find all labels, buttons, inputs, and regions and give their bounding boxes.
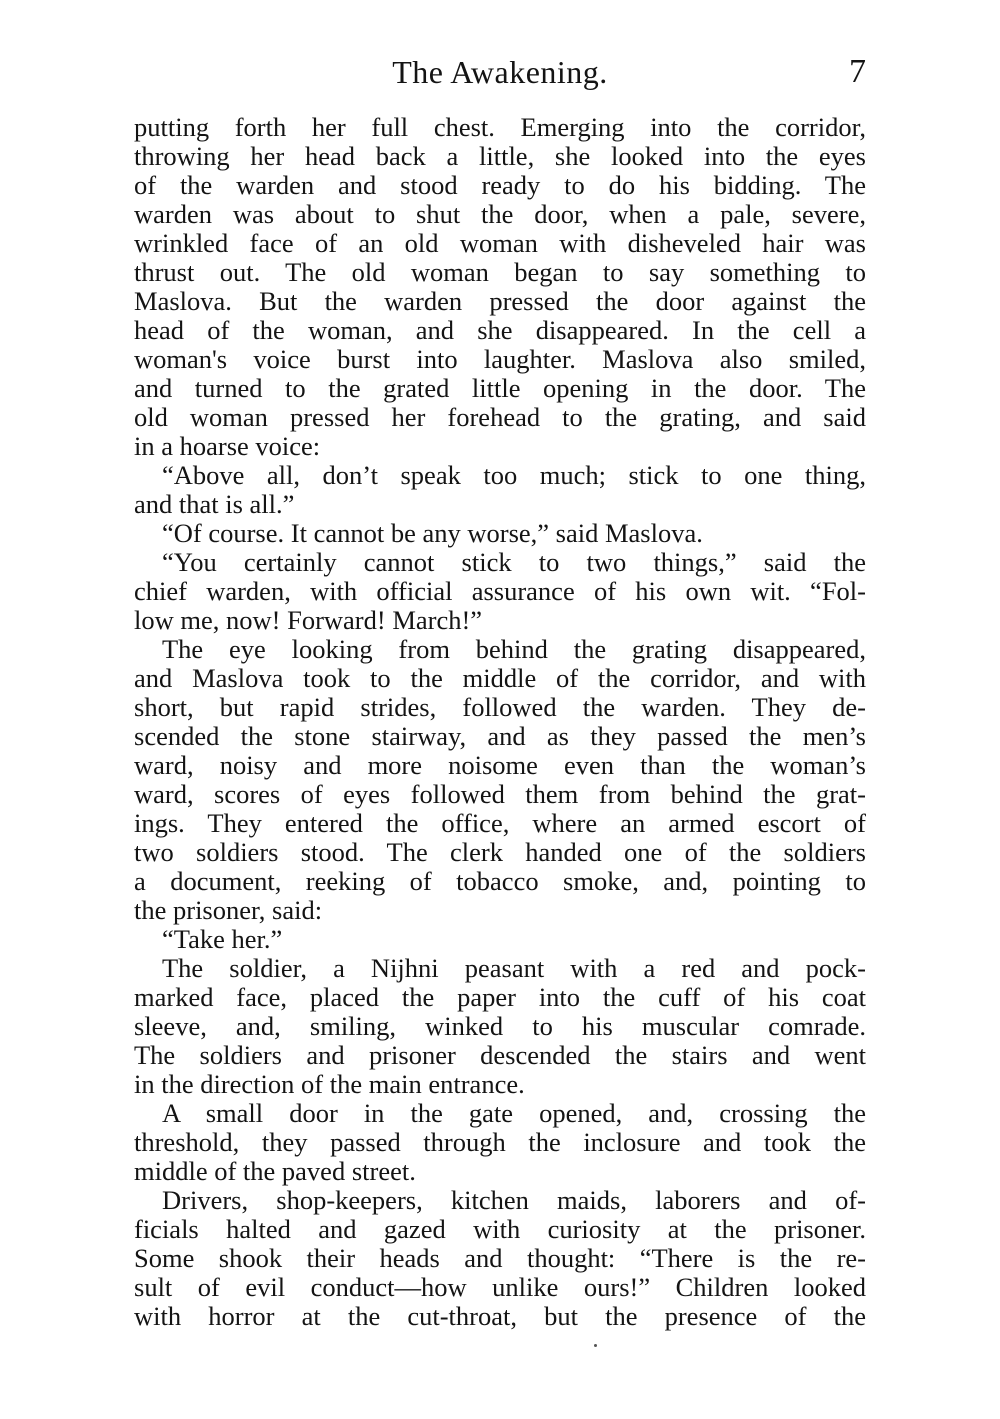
text-line: “Above all, don’t speak too much; stick to one thing, [162, 461, 866, 490]
text-line: thrust out. The old woman began to say something to [134, 258, 866, 287]
text-line: old woman pressed her forehead to the grating, and said [134, 403, 866, 432]
text-line: “You certainly cannot stick to two things,” said the [162, 548, 866, 577]
text-line: and turned to the grated little opening in the door. The [134, 374, 866, 403]
text-line: ficials halted and gazed with curiosity at the prisoner. [134, 1215, 866, 1244]
text-line: “Take her.” [162, 925, 283, 954]
text-line: in a hoarse voice: [134, 432, 321, 461]
text-line: of the warden and stood ready to do his bidding. The [134, 171, 866, 200]
text-line: The eye looking from behind the grating disappeared, [162, 635, 866, 664]
text-line: throwing her head back a little, she looked into the eyes [134, 142, 866, 171]
text-line: putting forth her full chest. Emerging into the corridor, [134, 113, 866, 142]
text-line: ward, scores of eyes followed them from behind the grat- [134, 780, 866, 809]
text-line: The soldiers and prisoner descended the stairs and went [134, 1041, 866, 1070]
text-line: in the direction of the main entrance. [134, 1070, 525, 1099]
running-title: The Awakening. [392, 54, 608, 90]
text-line: threshold, they passed through the inclosure and took the [134, 1128, 866, 1157]
text-line: and that is all.” [134, 490, 295, 519]
text-line: A small door in the gate opened, and, crossing the [162, 1099, 866, 1128]
text-line: short, but rapid strides, followed the warden. They de- [134, 693, 866, 722]
text-line: a document, reeking of tobacco smoke, and, pointing to [134, 867, 866, 896]
running-header [134, 50, 866, 94]
text-line: two soldiers stood. The clerk handed one of the soldiers [134, 838, 866, 867]
text-line: sleeve, and, smiling, winked to his muscular comrade. [134, 1012, 866, 1041]
text-line: low me, now! Forward! March!” [134, 606, 483, 635]
text-line: the prisoner, said: [134, 896, 323, 925]
text-line: middle of the paved street. [134, 1157, 416, 1186]
page-number: 7 [849, 53, 866, 90]
text-line: “Of course. It cannot be any worse,” said Maslova. [162, 519, 703, 548]
text-line: Drivers, shop-keepers, kitchen maids, laborers and of- [162, 1186, 866, 1215]
text-line: with horror at the cut-throat, but the presence of the [134, 1302, 866, 1331]
text-line: Maslova. But the warden pressed the door against the [134, 287, 866, 316]
text-line: Some shook their heads and thought: “There is the re- [134, 1244, 866, 1273]
text-line: sult of evil conduct—how unlike ours!” Children looked [134, 1273, 866, 1302]
text-line: The soldier, a Nijhni peasant with a red and pock- [162, 954, 866, 983]
text-line: head of the woman, and she disappeared. In the cell a [134, 316, 866, 345]
text-line: marked face, placed the paper into the cuff of his coat [134, 983, 866, 1012]
text-line: wrinkled face of an old woman with disheveled hair was [134, 229, 866, 258]
body-text [134, 113, 866, 1331]
text-line: chief warden, with official assurance of his own wit. “Fol- [134, 577, 866, 606]
text-line: warden was about to shut the door, when a pale, severe, [134, 200, 866, 229]
text-line: and Maslova took to the middle of the corridor, and with [134, 664, 866, 693]
print-speck [594, 1344, 597, 1347]
text-line: ward, noisy and more noisome even than the woman’s [134, 751, 866, 780]
text-line: woman's voice burst into laughter. Maslova also smiled, [134, 345, 866, 374]
text-line: ings. They entered the office, where an armed escort of [134, 809, 866, 838]
text-line: scended the stone stairway, and as they passed the men’s [134, 722, 866, 751]
